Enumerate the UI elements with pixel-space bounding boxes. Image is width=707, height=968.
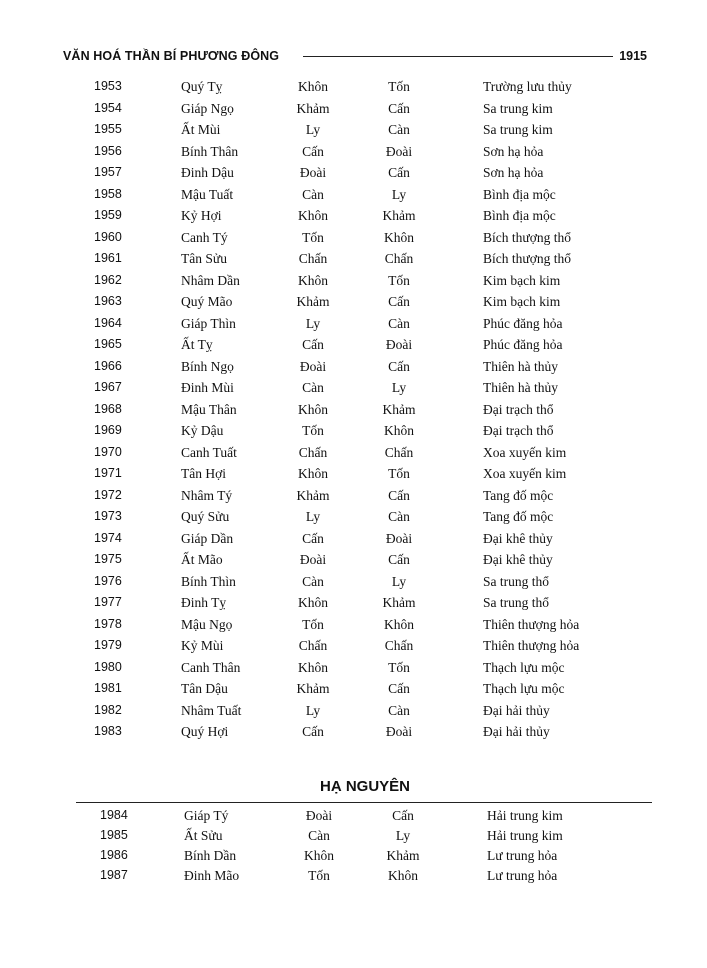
element-cell: Kim bạch kim [483, 272, 561, 288]
element-cell: Thiên thượng hỏa [483, 638, 580, 653]
trigram-cell: Càn [388, 122, 410, 137]
table-row [0, 595, 707, 615]
trigram-cell: Đoài [305, 808, 333, 823]
can-chi-cell: Bính Thân [181, 143, 239, 159]
table-row [0, 208, 707, 228]
can-chi-cell: Ất Mùi [181, 122, 221, 137]
trigram-cell: Chấn [384, 638, 414, 653]
can-chi-cell: Nhâm Tuất [181, 702, 242, 718]
table-row [0, 703, 707, 723]
trigram-cell: Ly [305, 122, 321, 137]
table-row [0, 638, 707, 658]
can-chi-cell: Đinh Dậu [181, 165, 234, 180]
can-chi-cell: Canh Thân [181, 659, 241, 675]
year-cell: 1980 [94, 659, 122, 674]
table-row [0, 423, 707, 443]
can-chi-cell: Tân Sửu [181, 251, 227, 266]
trigram-cell: Khôn [298, 401, 328, 417]
can-chi-cell: Giáp Dần [181, 530, 234, 546]
can-chi-cell: Tân Hợi [181, 466, 227, 481]
can-chi-cell: Canh Tuất [181, 444, 237, 460]
trigram-cell: Khôn [298, 272, 328, 288]
element-cell: Đại khê thủy [483, 530, 553, 546]
table-row [0, 617, 707, 637]
element-cell: Đại hải thủy [483, 724, 550, 739]
year-cell: 1979 [94, 638, 122, 652]
year-cell: 1973 [94, 509, 122, 523]
trigram-cell: Khảm [296, 294, 330, 309]
trigram-cell: Càn [302, 380, 324, 395]
trigram-cell: Đoài [385, 724, 413, 739]
element-cell: Thiên thượng hỏa [483, 616, 580, 632]
year-cell: 1981 [94, 681, 122, 695]
trigram-cell: Cấn [388, 487, 410, 503]
element-cell: Thiên hà thủy [483, 358, 558, 374]
can-chi-cell: Ất Sửu [184, 828, 223, 843]
section-heading: HẠ NGUYÊN [320, 778, 411, 795]
can-chi-cell: Quý Hợi [181, 724, 229, 739]
trigram-cell: Đoài [299, 165, 327, 180]
trigram-cell: Càn [302, 186, 324, 202]
table-row [0, 316, 707, 336]
element-cell: Hải trung kim [487, 828, 563, 843]
element-cell: Lư trung hỏa [487, 868, 558, 883]
can-chi-cell: Nhâm Dần [181, 272, 240, 288]
year-cell: 1967 [94, 380, 122, 394]
trigram-cell: Càn [302, 573, 324, 589]
table-row [0, 359, 707, 379]
trigram-cell: Cấn [388, 358, 410, 374]
table-row [0, 294, 707, 314]
trigram-cell: Tốn [302, 423, 324, 438]
trigram-cell: Cấn [392, 808, 414, 823]
trigram-cell: Ly [391, 573, 407, 589]
element-cell: Phúc đăng hỏa [483, 315, 563, 331]
table-row [0, 445, 707, 465]
trigram-cell: Tốn [388, 272, 410, 288]
element-cell: Lư trung hỏa [487, 848, 558, 863]
table-row [0, 337, 707, 357]
table-row [0, 509, 707, 529]
trigram-cell: Cấn [388, 294, 410, 309]
table-row [0, 144, 707, 164]
element-cell: Đại trạch thổ [483, 423, 554, 438]
can-chi-cell: Đinh Tỵ [181, 595, 227, 610]
element-cell: Sa trung thổ [483, 595, 549, 610]
trigram-cell: Khôn [298, 659, 328, 675]
trigram-cell: Ly [395, 828, 411, 843]
trigram-cell: Khôn [384, 423, 414, 438]
element-cell: Sa trung kim [483, 122, 553, 137]
trigram-cell: Khôn [298, 79, 328, 94]
table-row [0, 868, 707, 888]
table-row [0, 808, 707, 828]
trigram-cell: Tốn [302, 616, 324, 632]
year-cell: 1983 [94, 724, 122, 738]
element-cell: Phúc đăng hỏa [483, 337, 563, 352]
trigram-cell: Càn [388, 509, 410, 524]
can-chi-cell: Quý Mão [181, 294, 233, 309]
table-row [0, 187, 707, 207]
trigram-cell: Tốn [302, 229, 324, 245]
trigram-cell: Khôn [298, 466, 328, 481]
can-chi-cell: Kỷ Hợi [181, 208, 222, 223]
trigram-cell: Khảm [296, 681, 330, 696]
can-chi-cell: Giáp Tý [184, 808, 229, 823]
trigram-cell: Tốn [308, 868, 330, 883]
year-cell: 1984 [100, 808, 128, 822]
year-cell: 1958 [94, 186, 122, 201]
trigram-cell: Khôn [384, 229, 414, 245]
running-title: VĂN HOÁ THẦN BÍ PHƯƠNG ĐÔNG [63, 49, 280, 63]
trigram-cell: Ly [305, 509, 321, 524]
element-cell: Sơn hạ hỏa [483, 165, 544, 180]
year-cell: 1955 [94, 122, 122, 136]
trigram-cell: Chấn [298, 444, 328, 460]
page-header [63, 47, 647, 67]
trigram-cell: Ly [391, 380, 407, 395]
can-chi-cell: Quý Tỵ [181, 79, 223, 94]
table-row [0, 828, 707, 848]
trigram-cell: Đoài [299, 358, 327, 374]
year-cell: 1987 [100, 868, 128, 882]
table-row [0, 488, 707, 508]
trigram-cell: Đoài [385, 530, 413, 546]
element-cell: Sơn hạ hỏa [483, 143, 544, 159]
table-row [0, 230, 707, 250]
can-chi-cell: Bính Dần [184, 848, 237, 863]
element-cell: Xoa xuyến kim [483, 444, 567, 460]
element-cell: Xoa xuyến kim [483, 466, 567, 481]
year-cell: 1977 [94, 595, 122, 609]
element-cell: Bình địa mộc [483, 208, 556, 223]
element-cell: Đại khê thủy [483, 552, 553, 567]
can-chi-cell: Mậu Tuất [181, 186, 234, 202]
table-row [0, 681, 707, 701]
year-cell: 1965 [94, 337, 122, 351]
trigram-cell: Cấn [388, 100, 410, 116]
year-cell: 1969 [94, 423, 122, 437]
year-cell: 1970 [94, 444, 122, 459]
trigram-cell: Tốn [388, 466, 410, 481]
can-chi-cell: Ất Mão [181, 552, 223, 567]
can-chi-cell: Quý Sửu [181, 509, 230, 524]
trigram-cell: Chấn [298, 251, 328, 266]
can-chi-cell: Bính Thìn [181, 573, 236, 589]
element-cell: Thạch lựu mộc [483, 659, 565, 675]
can-chi-cell: Giáp Thìn [181, 315, 236, 331]
can-chi-cell: Đinh Mùi [181, 380, 234, 395]
trigram-cell: Khôn [298, 208, 328, 223]
table-row [0, 165, 707, 185]
table-row [0, 531, 707, 551]
can-chi-cell: Giáp Ngọ [181, 100, 234, 116]
year-cell: 1961 [94, 251, 122, 265]
element-cell: Trường lưu thủy [483, 79, 572, 94]
table-row [0, 724, 707, 744]
trigram-cell: Cấn [302, 724, 324, 739]
trigram-cell: Ly [391, 186, 407, 202]
table-row [0, 848, 707, 868]
trigram-cell: Khôn [298, 595, 328, 610]
trigram-cell: Càn [388, 702, 410, 718]
year-cell: 1953 [94, 79, 122, 93]
year-cell: 1974 [94, 530, 122, 545]
trigram-cell: Cấn [302, 530, 324, 546]
table-row [0, 380, 707, 400]
trigram-cell: Đoài [385, 143, 413, 159]
year-cell: 1982 [94, 702, 122, 717]
table-row [0, 574, 707, 594]
header-rule [303, 56, 613, 57]
year-cell: 1971 [94, 466, 122, 480]
trigram-cell: Tốn [388, 659, 410, 675]
year-cell: 1960 [94, 229, 122, 244]
element-cell: Tang đố mộc [483, 487, 554, 503]
table-row [0, 79, 707, 99]
year-cell: 1972 [94, 487, 122, 502]
element-cell: Sa trung kim [483, 100, 553, 116]
trigram-cell: Càn [388, 315, 410, 331]
can-chi-cell: Kỷ Mùi [181, 638, 224, 653]
trigram-cell: Khảm [382, 401, 416, 417]
year-cell: 1985 [100, 828, 128, 842]
trigram-cell: Khảm [386, 848, 420, 863]
trigram-cell: Khảm [296, 487, 330, 503]
year-cell: 1963 [94, 294, 122, 308]
trigram-cell: Ly [305, 315, 321, 331]
trigram-cell: Cấn [302, 143, 324, 159]
table-row [0, 251, 707, 271]
trigram-cell: Khảm [382, 208, 416, 223]
year-cell: 1959 [94, 208, 122, 222]
can-chi-cell: Ất Tỵ [181, 337, 213, 352]
can-chi-cell: Canh Tý [181, 229, 228, 245]
table-row [0, 101, 707, 121]
section-rule [76, 802, 652, 803]
year-cell: 1956 [94, 143, 122, 158]
year-cell: 1966 [94, 358, 122, 373]
trigram-cell: Đoài [385, 337, 413, 352]
table-row [0, 273, 707, 293]
trigram-cell: Tốn [388, 79, 410, 94]
year-cell: 1968 [94, 401, 122, 416]
can-chi-cell: Mậu Ngọ [181, 616, 233, 632]
table-row [0, 660, 707, 680]
year-cell: 1957 [94, 165, 122, 179]
trigram-cell: Đoài [299, 552, 327, 567]
trigram-cell: Ly [305, 702, 321, 718]
element-cell: Hải trung kim [487, 808, 563, 823]
trigram-cell: Khôn [304, 848, 334, 863]
element-cell: Bích thượng thổ [483, 229, 571, 245]
year-cell: 1962 [94, 272, 122, 287]
trigram-cell: Chấn [384, 444, 414, 460]
element-cell: Thiên hà thủy [483, 380, 558, 395]
can-chi-cell: Nhâm Tý [181, 487, 233, 503]
year-cell: 1976 [94, 573, 122, 588]
year-cell: 1986 [100, 848, 128, 862]
trigram-cell: Cấn [388, 681, 410, 696]
element-cell: Bình địa mộc [483, 186, 556, 202]
can-chi-cell: Mậu Thân [181, 401, 237, 417]
element-cell: Đại hải thủy [483, 702, 550, 718]
element-cell: Bích thượng thổ [483, 251, 571, 266]
element-cell: Thạch lựu mộc [483, 681, 565, 696]
table-row [0, 552, 707, 572]
trigram-cell: Cấn [388, 165, 410, 180]
trigram-cell: Chấn [384, 251, 414, 266]
can-chi-cell: Đinh Mão [184, 868, 240, 883]
table-row [0, 402, 707, 422]
trigram-cell: Khảm [296, 100, 330, 116]
trigram-cell: Khảm [382, 595, 416, 610]
year-cell: 1978 [94, 616, 122, 631]
element-cell: Đại trạch thổ [483, 401, 554, 417]
element-cell: Kim bạch kim [483, 294, 561, 309]
trigram-cell: Khôn [388, 868, 418, 883]
can-chi-cell: Tân Dậu [181, 681, 228, 696]
trigram-cell: Khôn [384, 616, 414, 632]
table-row [0, 466, 707, 486]
can-chi-cell: Kỷ Dậu [181, 423, 224, 438]
page-number: 1915 [619, 49, 647, 63]
year-cell: 1975 [94, 552, 122, 566]
trigram-cell: Cấn [302, 337, 324, 352]
element-cell: Tang đố mộc [483, 509, 554, 524]
year-cell: 1954 [94, 100, 122, 115]
trigram-cell: Càn [308, 828, 330, 843]
table-row [0, 122, 707, 142]
element-cell: Sa trung thổ [483, 573, 549, 589]
trigram-cell: Chấn [298, 638, 328, 653]
can-chi-cell: Bính Ngọ [181, 358, 234, 374]
trigram-cell: Cấn [388, 552, 410, 567]
year-cell: 1964 [94, 315, 122, 330]
